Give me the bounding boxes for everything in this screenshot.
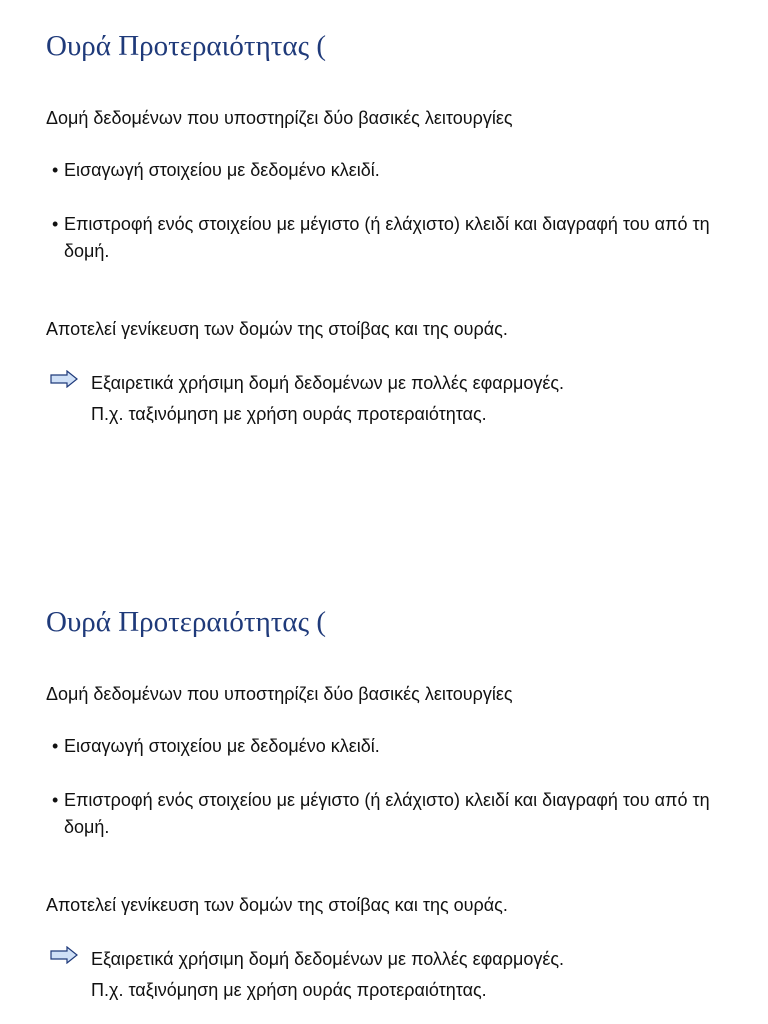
bullet-item-insert <box>52 733 732 760</box>
bullet-item-extract-max <box>52 211 732 265</box>
arrow-note <box>50 368 750 432</box>
bullet-text: Εισαγωγή στοιχείου με δεδομένο κλειδί. <box>64 160 380 180</box>
bullet-marker: • <box>52 160 59 180</box>
arrow-note-text <box>91 368 564 430</box>
arrow-note-line: Π.χ. ταξινόμηση με χρήση ουράς προτεραιότητας. <box>91 980 487 1000</box>
slide-1 <box>0 0 768 430</box>
bullet-text: Εισαγωγή στοιχείου με δεδομένο κλειδί. <box>64 736 380 756</box>
arrow-note-line: Εξαιρετικά χρήσιμη δομή δεδομένων με πολλές εφαρμογές. <box>91 949 565 969</box>
bullet-marker: • <box>52 736 59 756</box>
arrow-note-line: Π.χ. ταξινόμηση με χρήση ουράς προτεραιότητας. <box>91 404 487 424</box>
slide-title: Ουρά Προτεραιότητας ( <box>46 606 326 638</box>
arrow-note <box>50 944 750 1008</box>
bullet-item-insert <box>52 157 732 184</box>
bullet-marker: • <box>52 790 59 810</box>
summary-text: Αποτελεί γενίκευση των δομών της στοίβας και της ουράς. <box>46 319 508 339</box>
summary-text: Αποτελεί γενίκευση των δομών της στοίβας και της ουράς. <box>46 895 508 915</box>
bullet-text: Επιστροφή ενός στοιχείου με μέγιστο (ή ελάχιστο) κλειδί και διαγραφή του από τη δομή. <box>64 214 710 261</box>
right-arrow-icon <box>50 370 78 388</box>
intro-text: Δομή δεδομένων που υποστηρίζει δύο βασικές λειτουργίες <box>46 684 513 704</box>
arrow-note-text <box>91 944 564 1006</box>
bullet-text: Επιστροφή ενός στοιχείου με μέγιστο (ή ελάχιστο) κλειδί και διαγραφή του από τη δομή. <box>64 790 710 837</box>
bullet-marker: • <box>52 214 59 234</box>
bullet-item-extract-max <box>52 787 732 841</box>
slide-2 <box>0 576 768 1006</box>
intro-text: Δομή δεδομένων που υποστηρίζει δύο βασικές λειτουργίες <box>46 108 513 128</box>
arrow-note-line: Εξαιρετικά χρήσιμη δομή δεδομένων με πολλές εφαρμογές. <box>91 373 565 393</box>
right-arrow-icon <box>50 946 78 964</box>
slide-title: Ουρά Προτεραιότητας ( <box>46 30 326 62</box>
